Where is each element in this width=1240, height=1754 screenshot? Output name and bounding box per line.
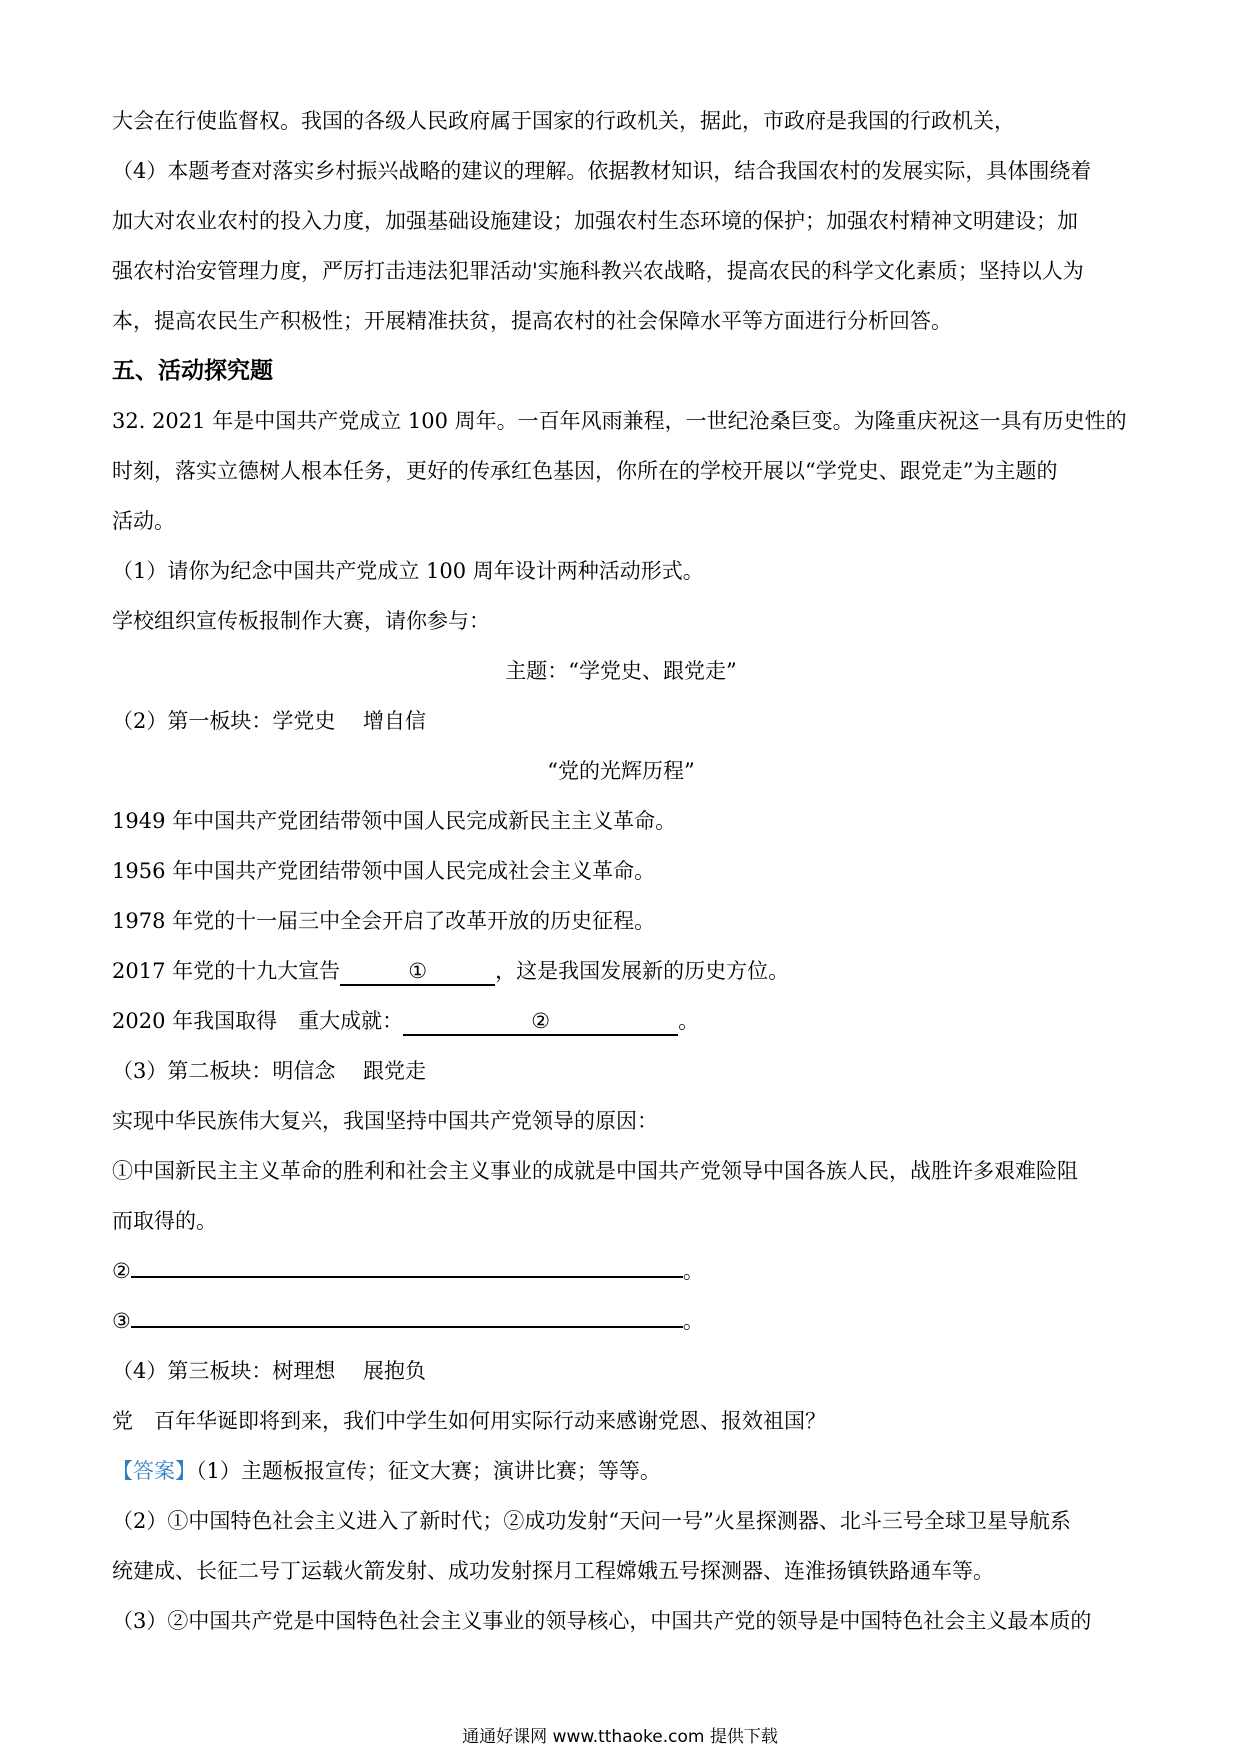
fill-blank-1[interactable]: ① <box>340 956 495 986</box>
answer-line <box>112 1446 1130 1496</box>
history-item-1978: 1978 年党的十一届三中全会开启了改革开放的历史征程。 <box>112 909 656 933</box>
history-2017-text: 2017 年党的十九大宣告 <box>112 959 341 983</box>
reason-2 <box>112 1246 1130 1296</box>
text-line: 本，提高农民生产积极性；开展精准扶贫，提高农村的社会保障水平等方面进行分析回答。 <box>112 309 952 333</box>
reason-intro: 实现中华民族伟大复兴，我国坚持中国共产党领导的原因： <box>112 1109 658 1133</box>
history-item-1956: 1956 年中国共产党团结带领中国人民完成社会主义革命。 <box>112 859 656 883</box>
history-2020-suffix: 。 <box>678 1009 700 1033</box>
sub-question-2: （2）第一板块：学党史 增自信 <box>112 709 427 733</box>
reason-3 <box>112 1296 1130 1346</box>
sub-question-3: （3）第二板块：明信念 跟党走 <box>112 1059 427 1083</box>
reason-3-mark: ③ <box>112 1309 131 1333</box>
answer-2-cont: 统建成、长征二号丁运载火箭发射、成功发射探月工程嫦娥五号探测器、连淮扬镇铁路通车等。 <box>112 1559 994 1583</box>
answer-tag: 【答案】 <box>112 1459 196 1483</box>
contest-intro: 学校组织宣传板报制作大赛，请你参与： <box>112 609 490 633</box>
history-item-2020 <box>112 996 1130 1046</box>
answer-2: （2）①中国特色社会主义进入了新时代；②成功发射“天问一号”火星探测器、北斗三号全球卫星导航系 <box>112 1509 1071 1533</box>
answer-1: （1）主题板报宣传；征文大赛；演讲比赛；等等。 <box>196 1459 661 1483</box>
sub-question-1: （1）请你为纪念中国共产党成立 100 周年设计两种活动形式。 <box>112 559 704 583</box>
reason-2-end: 。 <box>682 1259 704 1283</box>
history-item-2017 <box>112 946 1130 996</box>
text-line: （4）本题考查对落实乡村振兴战略的建议的理解。依据教材知识，结合我国农村的发展实际，具体围绕着 <box>112 159 1092 183</box>
board-theme: 主题：“学党史、跟党走” <box>505 659 737 683</box>
sub-question-4: （4）第三板块：树理想 展抱负 <box>112 1359 427 1383</box>
sub-question-4-text: 党 百年华诞即将到来，我们中学生如何用实际行动来感谢党恩、报效祖国？ <box>112 1409 826 1433</box>
text-line: 大会在行使监督权。我国的各级人民政府属于国家的行政机关，据此，市政府是我国的行政机关， <box>112 109 1015 133</box>
answer-line-3[interactable] <box>131 1298 683 1328</box>
page-footer: 通通好课网 www.tthaoke.com 提供下载 <box>462 1727 778 1747</box>
section-heading: 五、活动探究题 <box>112 358 273 384</box>
reason-1: ①中国新民主主义革命的胜利和社会主义事业的成就是中国共产党领导中国各族人民，战胜许多艰难险阻 <box>112 1159 1078 1183</box>
reason-1-cont: 而取得的。 <box>112 1209 217 1233</box>
question-32-line: 32. 2021 年是中国共产党成立 100 周年。一百年风雨兼程，一世纪沧桑巨变。为隆重庆祝这一具有历史性的 <box>112 409 1127 433</box>
reason-2-mark: ② <box>112 1259 131 1283</box>
question-32-line: 活动。 <box>112 509 175 533</box>
text-line: 强农村治安管理力度，严厉打击违法犯罪活动'实施科教兴农战略，提高农民的科学文化素质；坚持以人为 <box>112 259 1084 283</box>
answer-3: （3）②中国共产党是中国特色社会主义事业的领导核心，中国共产党的领导是中国特色社会主义最本质的 <box>112 1609 1092 1633</box>
question-32-line: 时刻，落实立德树人根本任务，更好的传承红色基因，你所在的学校开展以“学党史、跟党走”为主题的 <box>112 459 1058 483</box>
history-2017-suffix: ，这是我国发展新的历史方位。 <box>495 959 790 983</box>
answer-line-2[interactable] <box>131 1248 683 1278</box>
history-item-1949: 1949 年中国共产党团结带领中国人民完成新民主主义革命。 <box>112 809 677 833</box>
history-2020-text: 2020 年我国取得 重大成就： <box>112 1009 404 1033</box>
reason-3-end: 。 <box>682 1309 704 1333</box>
board-section-title: “党的光辉历程” <box>547 759 695 783</box>
document-body <box>112 96 1130 1646</box>
fill-blank-2[interactable]: ② <box>403 1006 678 1036</box>
text-line: 加大对农业农村的投入力度，加强基础设施建设；加强农村生态环境的保护；加强农村精神文明建设；加 <box>112 209 1078 233</box>
